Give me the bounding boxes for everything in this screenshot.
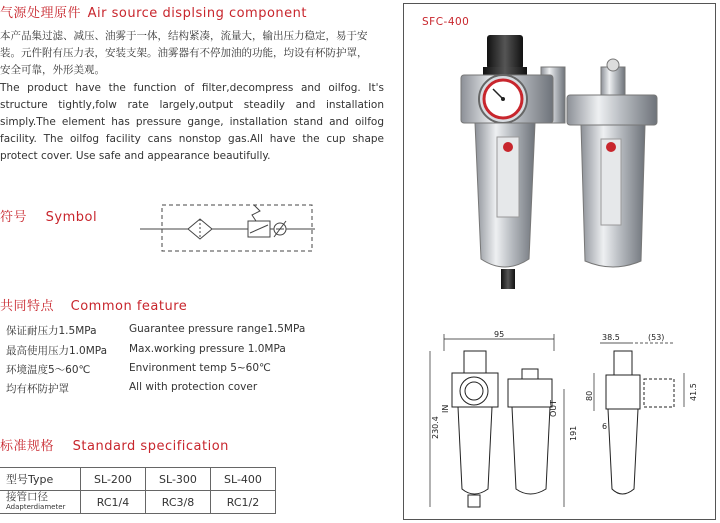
in-label: IN [441, 404, 450, 413]
intro-title-cn: 气源处理原件 [0, 6, 82, 21]
symbol-title-en: Symbol [45, 210, 98, 225]
intro-title [0, 2, 307, 21]
spec-title-en: Standard specification [72, 439, 229, 454]
dim-side-offset: (53) [648, 333, 665, 342]
port-label-cn: 接管口径 [6, 491, 48, 503]
spec-title [0, 435, 229, 454]
port-cell: RC3/8 [146, 491, 211, 514]
port-label-en: Adapterdiameter [6, 503, 66, 511]
spec-title-cn: 标准规格 [0, 439, 55, 454]
intro-title-en: Air source displsing component [87, 6, 307, 21]
feature-cn: 最高使用压力1.0MPa [6, 345, 108, 357]
feature-en: All with protection cover [129, 381, 258, 393]
dim-side-h2: 41.5 [689, 383, 698, 401]
dim-height: 230.4 [431, 416, 440, 439]
symbol-title [0, 206, 97, 225]
symbol-title-cn: 符号 [0, 210, 28, 225]
type-cell: SL-300 [146, 468, 211, 491]
pneumatic-symbol-diagram [140, 197, 315, 257]
port-cell: RC1/2 [211, 491, 276, 514]
product-panel [403, 3, 716, 520]
type-cell: SL-400 [211, 468, 276, 491]
intro-body-cn: 本产品集过滤、减压、油雾于一体，结构紧凑，流量大，输出压力稳定，易于安装。元件附有压力表，安装支架。油雾器有不停加油的功能，均设有杯防护罩，安全可靠，外形美观。 [0, 30, 368, 76]
dim-bowl: 191 [569, 425, 578, 441]
type-cell: SL-200 [81, 468, 146, 491]
spec-table [0, 467, 276, 514]
feature-en: Guarantee pressure range1.5MPa [129, 323, 306, 335]
port-cell: RC1/4 [81, 491, 146, 514]
feature-cn: 保证耐压力1.5MPa [6, 325, 97, 337]
feature-en: Environment temp 5~60℃ [129, 362, 271, 374]
features-title [0, 295, 187, 314]
table-row [0, 491, 276, 514]
intro-body-en: The product have the function of filter,decompress and oilfog. It's structure tightly,folw rate largely,output steadily and installation simply.The element has pressure gange, installation stand and oilfog facility. The oilfog facility cans nonstop gas.All have the cup shape protect cover. Use safe and appearance beautifully. [0, 82, 384, 162]
features-title-en: Common feature [70, 299, 188, 314]
product-photo [459, 29, 659, 299]
port-label [0, 491, 81, 514]
feature-cn: 均有杯防护罩 [6, 383, 69, 395]
type-label: 型号Type [0, 468, 81, 491]
model-label: SFC-400 [422, 16, 470, 28]
feature-cn: 环境温度5～60℃ [6, 364, 91, 376]
dim-side-width: 38.5 [602, 333, 620, 342]
table-row [0, 468, 276, 491]
feature-en: Max.working pressure 1.0MPa [129, 343, 286, 355]
dim-width: 95 [494, 330, 505, 339]
dim-side-small: 6 [602, 422, 608, 431]
out-label: OUT [549, 399, 558, 417]
features-title-cn: 共同特点 [0, 299, 55, 314]
dim-side-h1: 80 [585, 390, 594, 401]
dimension-drawing [404, 329, 717, 519]
